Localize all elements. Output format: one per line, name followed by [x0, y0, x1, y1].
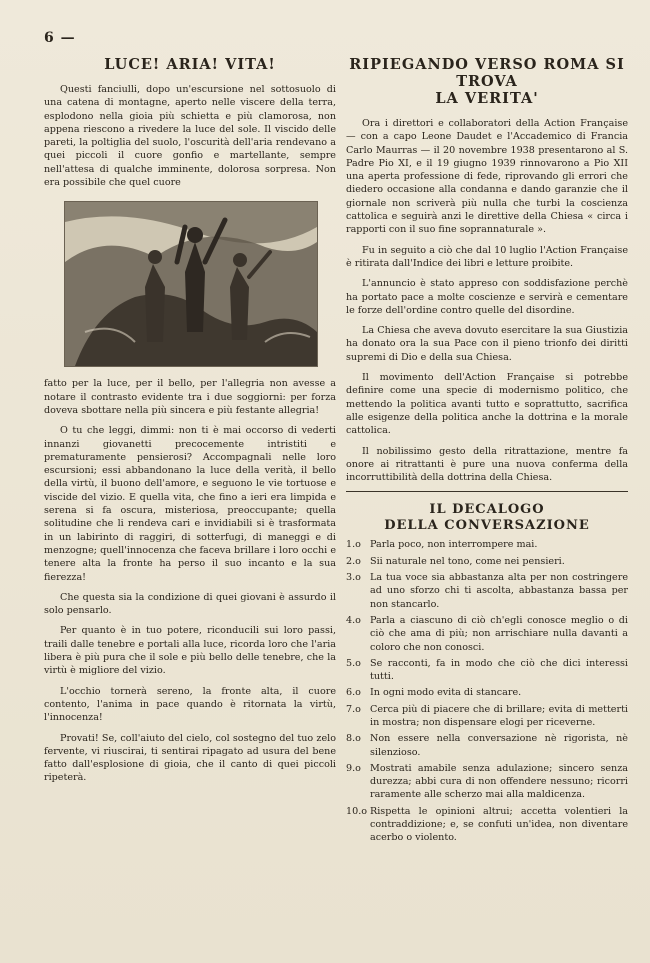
- right-column: [346, 56, 628, 848]
- decalogue-rule: [346, 614, 628, 654]
- article-paragraph: fatto per la luce, per il bello, per l'allegria non avesse a notare il contrasto evidente tra i due soggiorni: per forza doveva sbottare nella più sincera e più festante allegria!: [44, 378, 336, 416]
- rule-text: La tua voce sia abbastanza alta per non costringere ad uno sforzo chi ti ascolta, abbastanza bassa per non stancarlo.: [370, 572, 628, 610]
- rule-text: Sii naturale nel tono, come nei pensieri.: [370, 555, 565, 567]
- article-paragraph: Il movimento dell'Action Française si potrebbe definire come una specie di modernismo politico, che mettendo la politica avanti tutto e soprattutto, sacrifica alle esigenze della politica anche la dottrina e la morale cattolica.: [346, 372, 628, 437]
- rule-text: Se racconti, fa in modo che ciò che dici interessi tutti.: [370, 657, 628, 683]
- decalogue-rule: [346, 571, 628, 611]
- decalogue-title-line-2: DELLA CONVERSAZIONE: [384, 518, 590, 534]
- page-number: 6 —: [44, 30, 76, 46]
- article-paragraph: L'occhio tornerà sereno, la fronte alta, il cuore contento, l'anima in pace quando è ritornata la virtù, l'innocenza!: [44, 685, 336, 724]
- article-paragraph: O tu che leggi, dimmi: non ti è mai occorso di vederti innanzi giovanetti precocemente intristiti e prematuramente pensierosi? Accompagnali nelle loro escursioni; essi abbandonano la luce della verità, il bello della virtù, il buono dell'amore, e seguono le vie tortuose e viscide del vizio. E quella vita, che fino a ieri era limpida e serena si fa oscura, misteriosa, preoccupante; quella solitudine che li rendeva cari e invidiabili si è trasformata in un labirinto di raggiri, di sotterfugi, di maneggi e di menzogne; quell'innocenza che faceva brillare i loro occhi e tenere alta la fronte ha perso il suo incanto e la sua fierezza!: [44, 425, 336, 583]
- rule-text: Cerca più di piacere che di brillare; evita di metterti in mostra; non dispensare elogi per riceverne.: [370, 703, 628, 728]
- decalogue-title-line-1: IL DECALOGO: [429, 502, 545, 518]
- article-paragraph: Fu in seguito a ciò che dal 10 luglio l'Action Française è ritirata dall'Indice dei libri e letture proibite.: [346, 244, 628, 269]
- article-paragraph: L'annuncio è stato appreso con soddisfazione perchè ha portato pace a molte coscienze e servirà e cementare le forze dell'ordine contro quelle del disordine.: [346, 278, 628, 316]
- rule-number: 4.o: [346, 614, 361, 626]
- decalogue-rule: [346, 805, 628, 845]
- article-title-ripiegando: [346, 56, 628, 107]
- rule-text: Parla a ciascuno di ciò ch'egli conosce meglio o di ciò che ama di più; non arrischiare nulla davanti a coloro che non conosci.: [370, 614, 628, 653]
- title-line-2: LA VERITA': [435, 90, 539, 107]
- article-paragraph: Provati! Se, coll'aiuto del cielo, col sostegno del tuo zelo fervente, vi riuscirai, ti sentirai ripagato ad usura del bene fatto dall'esplosione di gioia, che il canto di quei piccoli ripeterà.: [44, 732, 336, 784]
- rule-number: 10.o: [346, 805, 368, 817]
- decalogue-rule: [346, 657, 628, 684]
- decalogue-title: [346, 502, 628, 534]
- article-title-luce: LUCE! ARIA! VITA!: [104, 56, 276, 73]
- rule-number: 7.o: [346, 703, 361, 715]
- article-paragraph: Che questa sia la condizione di quei giovani è assurdo il solo pensarlo.: [44, 591, 336, 617]
- article-paragraph: Il nobilissimo gesto della ritrattazione, mentre fa onore ai ritrattanti è pure una nuova conferma della incorruttibilità della dottrina della Chiesa.: [346, 445, 628, 484]
- rule-number: 5.o: [346, 657, 361, 669]
- rule-number: 2.o: [346, 555, 361, 567]
- decalogue-rule: [346, 555, 628, 568]
- decalogue-rule: [346, 732, 628, 759]
- section-divider: [346, 491, 628, 492]
- rule-number: 1.o: [346, 539, 361, 551]
- rule-number: 6.o: [346, 687, 361, 699]
- rule-text: Parla poco, non interrompere mai.: [370, 539, 538, 551]
- illustration-children-cheering: [64, 201, 318, 367]
- rule-text: Mostrati amabile senza adulazione; sincero senza durezza; abbi cura di non offendere nessuno; ricorri raramente alle scherzo mai alla maldicenza.: [370, 762, 628, 801]
- article-paragraph: Questi fanciulli, dopo un'escursione nel sottosuolo di una catena di montagne, aperto nelle viscere della terra, esplodono nella gioia più schietta e più clamorosa, non appena riescono a rivedere la luce del sole. Il viscido delle pareti, la poltiglia del suolo, l'oscurità dell'aria rendevano a quei piccoli il cuore gonfio e martellante, sempre nell'attesa di qualche imminente, dolorosa sorpresa. Non era possibile che quel cuore: [44, 84, 336, 189]
- rule-number: 3.o: [346, 572, 361, 584]
- rule-text: Non essere nella conversazione nè rigorista, nè silenzioso.: [370, 733, 628, 758]
- rule-number: 9.o: [346, 762, 361, 774]
- decalogue-rule: [346, 762, 628, 802]
- rule-text: Rispetta le opinioni altrui; accetta volentieri la contraddizione; e, se confuti un'idea, non diventare acerbo o violento.: [370, 805, 628, 844]
- decalogue-rule: [346, 686, 628, 699]
- illustration-drawing: [65, 202, 317, 366]
- rule-number: 8.o: [346, 733, 361, 745]
- left-column: [44, 56, 336, 792]
- decalogue-rule: [346, 703, 628, 730]
- article-paragraph: La Chiesa che aveva dovuto esercitare la sua Giustizia ha donato ora la sua Pace con il pieno trionfo dei diritti supremi di Dio e della sua Chiesa.: [346, 325, 628, 363]
- decalogue-rule: [346, 538, 628, 551]
- title-line-1: RIPIEGANDO VERSO ROMA SI TROVA: [349, 56, 625, 90]
- article-paragraph: Per quanto è in tuo potere, riconducili sui loro passi, traili dalle tenebre e portali alla luce, ricorda loro che l'aria libera è più pura che il sole e più bello delle tenebre, che la virtù è migliore del vizio.: [44, 625, 336, 677]
- rule-text: In ogni modo evita di stancare.: [370, 687, 522, 699]
- decalogue-list: [346, 538, 628, 844]
- article-paragraph: Ora i direttori e collaboratori della Action Française — con a capo Leone Daudet e l'Accademico di Francia Carlo Maurras — il 20 novembre 1938 presentarono al S. Padre Pio XI, e il 19 giugno 1939 rinnovarono a Pio XII una aperta professione di fede, riprovando gli errori che diedero occasione alla condanna e dando garanzie che il giornale non scriverà più nulla che turbi la coscienza cattolica e seguirà anzi le direttive della Chiesa « circa i rapporti con il suo fine soprannaturale ».: [346, 118, 628, 236]
